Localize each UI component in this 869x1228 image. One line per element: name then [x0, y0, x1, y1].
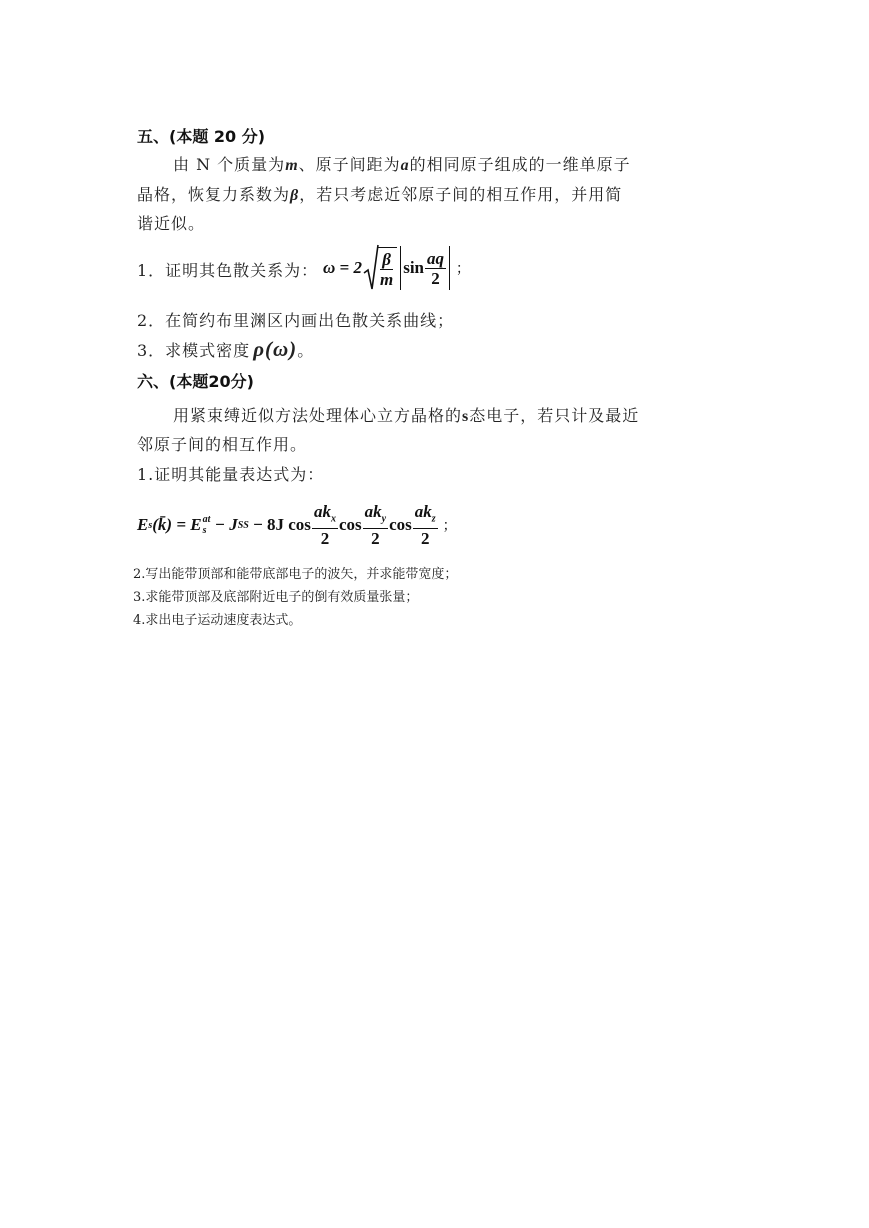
frac-kz-den: 2: [420, 529, 430, 549]
density-formula: ρ(ω): [253, 337, 298, 361]
abs-bar-left: [400, 246, 401, 290]
energy-J-sub: SS: [237, 519, 249, 531]
frac-ky-num: ak: [364, 501, 382, 521]
abs-bar-right: [449, 246, 450, 290]
section5-q2-text: 2．在简约布里渊区内画出色散关系曲线；: [137, 311, 455, 330]
frac-ky: [363, 502, 388, 548]
section6-q4-text: 4.求出电子运动速度表达式。: [133, 613, 302, 628]
section5-intro-line3: 谐近似。: [137, 214, 206, 233]
symbol-s: s: [462, 408, 470, 425]
frac-kz-num: ak: [414, 501, 432, 521]
energy-minus-J: − J: [210, 515, 238, 534]
section5-q3-end: 。: [297, 341, 315, 360]
symbol-m: m: [285, 157, 299, 174]
section6-q2-text: 2.写出能带顶部和能带底部电子的波矢，并求能带宽度；: [133, 567, 458, 582]
sqrt-fraction: [378, 247, 397, 289]
energy-k: (k̄): [152, 515, 173, 534]
section6-intro-line2: 邻原子间的相互作用。: [137, 435, 308, 454]
section6-q1-text: 1.证明其能量表达式为：: [137, 465, 325, 484]
energy-minus-8J: − 8J cos: [248, 515, 311, 534]
energy-cos2: cos: [338, 515, 362, 534]
intro-text-b: 、原子间距为: [298, 155, 401, 174]
section6-q3-text: 3.求能带顶部及底部附近电子的倒有效质量张量；: [133, 590, 419, 605]
sin-fraction: [425, 249, 446, 288]
sin-denominator: 2: [431, 268, 440, 288]
section5-q1-text: 1．证明其色散关系为：: [137, 261, 319, 280]
dispersion-formula: [323, 240, 470, 296]
formula-lhs: ω = 2: [323, 258, 362, 277]
section5-intro-line1: [173, 152, 631, 175]
energy-E-sub: s: [148, 519, 153, 531]
frac-kz: [413, 502, 438, 548]
section6-heading: 六、(本题20分): [137, 372, 254, 391]
intro-text-c: 的相同原子组成的一维单原子: [409, 155, 631, 174]
formula-end: ；: [456, 262, 471, 277]
sqrt-sign-icon: [363, 243, 379, 293]
frac-kx-sub: x: [330, 513, 336, 525]
energy-end: ；: [442, 519, 457, 534]
section5-intro-line2: [137, 182, 622, 205]
intro-text-a: 由 N 个质量为: [173, 155, 286, 174]
energy-cos3: cos: [389, 515, 412, 534]
sin-numerator: aq: [427, 248, 445, 268]
energy-formula: [137, 500, 457, 550]
intro-text-e: ，若只考虑近邻原子间的相互作用，并用简: [299, 185, 623, 204]
frac-ky-sub: y: [381, 513, 387, 525]
symbol-a: a: [400, 157, 410, 174]
energy-Eat-sup: at: [202, 514, 211, 525]
frac-kx: [312, 502, 338, 548]
section5-heading: 五、(本题 20 分): [137, 127, 266, 146]
energy-E: E: [137, 515, 149, 534]
energy-Eat-sub: s: [202, 525, 207, 536]
frac-kz-sub: z: [431, 513, 436, 525]
frac-kx-num: ak: [313, 501, 331, 521]
intro6-text-b: 态电子，若只计及最近: [469, 406, 640, 425]
section5-q3-text: 3．求模式密度: [137, 341, 251, 360]
intro-text-d: 晶格，恢复力系数为: [137, 185, 291, 204]
symbol-beta: β: [290, 187, 300, 204]
sqrt-numerator: β: [380, 250, 393, 270]
sqrt-denominator: m: [379, 270, 394, 289]
section6-intro-line1: [173, 403, 639, 426]
frac-kx-den: 2: [320, 529, 330, 549]
frac-ky-den: 2: [371, 529, 380, 549]
energy-Eat-scripts: [203, 514, 211, 536]
sin-label: sin: [403, 258, 425, 277]
intro6-text-a: 用紧束缚近似方法处理体心立方晶格的: [173, 406, 463, 425]
section5-q3: [137, 337, 314, 362]
energy-eq: = E: [172, 515, 202, 534]
